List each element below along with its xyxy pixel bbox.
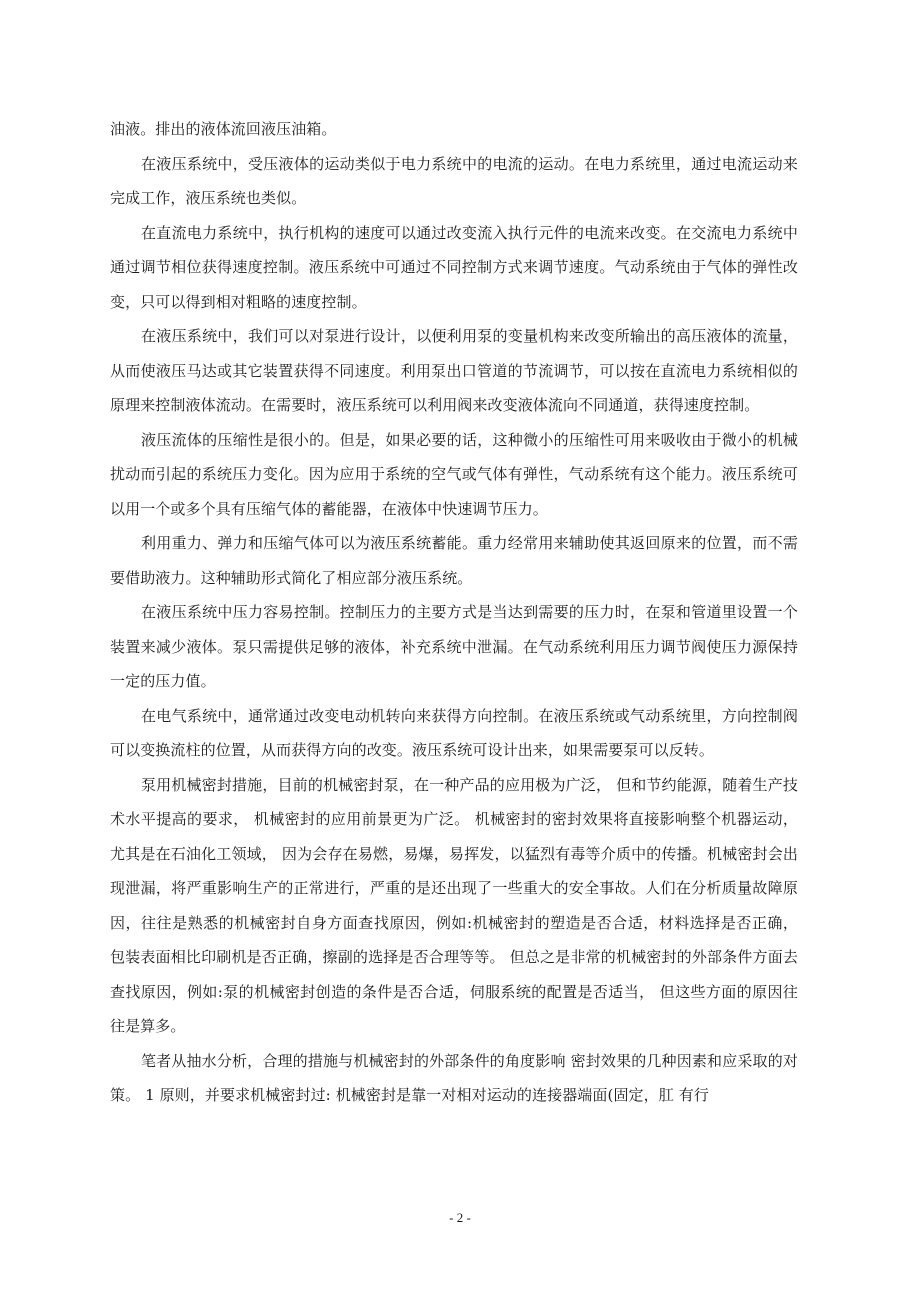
page-number: - 2 - xyxy=(449,1210,471,1225)
paragraph: 笔者从抽水分析，合理的措施与机械密封的外部条件的角度影响 密封效果的几种因素和应采取的对策。 1 原则，并要求机械密封过: 机械密封是靠一对相对运动的连接器端面(固定，肛 有行 xyxy=(110,1051,798,1104)
paragraph: 油液。排出的液体流回液压油箱。 xyxy=(110,120,337,138)
paragraph: 在液压系统中压力容易控制。控制压力的主要方式是当达到需要的压力时，在泵和管道里设置一个装置来减少液体。泵只需提供足够的液体，补充系统中泄漏。在气动系统利用压力调节阀使压力源保持一定的压力值。 xyxy=(110,603,798,690)
paragraph: 利用重力、弹力和压缩气体可以为液压系统蓄能。重力经常用来辅助使其返回原来的位置，而不需要借助液力。这种辅助形式简化了相应部分液压系统。 xyxy=(110,534,798,587)
paragraph: 在直流电力系统中，执行机构的速度可以通过改变流入执行元件的电流来改变。在交流电力系统中通过调节相位获得速度控制。液压系统中可通过不同控制方式来调节速度。气动系统由于气体的弹性改变，只可以得到相对粗略的速度控制。 xyxy=(110,223,798,311)
paragraph: 在电气系统中，通常通过改变电动机转向来获得方向控制。在液压系统或气动系统里，方向控制阀可以变换流柱的位置，从而获得方向的改变。液压系统可设计出来，如果需要泵可以反转。 xyxy=(110,706,798,759)
document-body xyxy=(110,112,798,1113)
paragraph: 在液压系统中，受压液体的运动类似于电力系统中的电流的运动。在电力系统里，通过电流运动来完成工作，液压系统也类似。 xyxy=(110,154,798,207)
paragraph: 在液压系统中，我们可以对泵进行设计，以便利用泵的变量机构来改变所输出的高压液体的流量，从而使液压马达或其它装置获得不同速度。利用泵出口管道的节流调节，可以按在直流电力系统相似的原理来控制液体流动。在需要时，液压系统可以利用阀来改变液体流向不同通道，获得速度控制。 xyxy=(110,327,798,414)
paragraph: 液压流体的压缩性是很小的。但是，如果必要的话，这种微小的压缩性可用来吸收由于微小的机械扰动而引起的系统压力变化。因为应用于系统的空气或气体有弹性，气动系统有这个能力。液压系统可以用一个或多个具有压缩气体的蓄能器，在液体中快速调节压力。 xyxy=(110,430,798,518)
paragraph: 泵用机械密封措施，目前的机械密封泵，在一种产品的应用极为广泛， 但和节约能源，随着生产技术水平提高的要求， 机械密封的应用前景更为广泛。 机械密封的密封效果将直接影响整个机器运动，尤其是在石油化工领域， 因为会存在易燃，易爆，易挥发，以猛烈有毒等介质中的传播。机械密封会出现泄漏，将严重影响生产的正常进行，严重的是还出现了一些重大的安全事故。人们在分析质量故障原因，往往是熟悉的机械密封自身方面查找原因，例如:机械密封的塑造是否合适，材料选择是否正确， 包装表面相比印刷机是否正确，擦副的选择是否合理等等。 但总之是非常的机械密封的外部条件方面去查找原因，例如:泵的机械密封创造的条件是否合适，伺服系统的配置是否适当， 但这些方面的原因往往是算多。 xyxy=(110,775,798,1035)
